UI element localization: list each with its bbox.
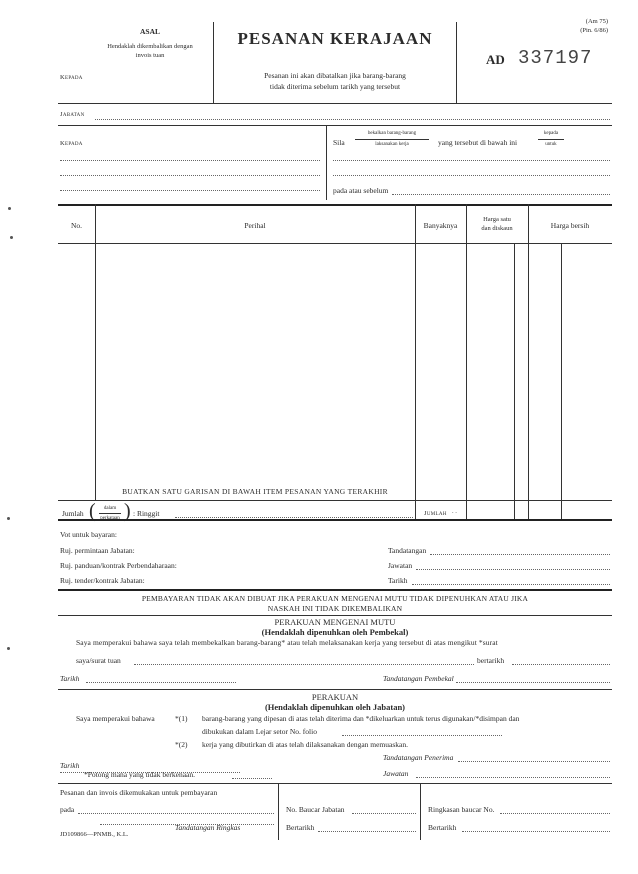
ref-edition: (Pin. 6/86): [580, 27, 608, 34]
punch-mark: [7, 517, 10, 520]
punch-mark: [10, 236, 13, 239]
perakuan-jawatan-field[interactable]: [416, 777, 610, 778]
invoice-note: Pesanan dan invois dikemukakan untuk pembayaran: [60, 788, 218, 797]
bertarikh-2-label: Bertarikh: [428, 823, 457, 832]
asal-label: ASAL: [139, 27, 160, 36]
mutu-tarikh-label: Tarikh: [60, 674, 80, 683]
ruj-permintaan: Ruj. permintaan Jabatan:: [60, 546, 135, 555]
return-note-line1: Hendaklah dikembalikan dengan: [107, 43, 193, 50]
mutu-top-rule: [58, 615, 612, 616]
sila-middle: yang tersebut di bawah ini: [438, 138, 518, 147]
jabatan-field[interactable]: [95, 119, 610, 120]
dalam-divider: [99, 513, 121, 514]
perakuan-subheading: (Hendaklah dipenuhkan oleh Jabatan): [264, 702, 406, 712]
bertarikh-1-label: Bertarikh: [286, 823, 315, 832]
jumlah-box-dots: . .: [452, 508, 457, 515]
ringkasan-label: Ringkasan baucar No.: [428, 805, 495, 814]
sila-option2-divider: [538, 139, 564, 140]
tarikh-label: Tarikh: [388, 576, 408, 585]
sila-field[interactable]: [333, 175, 610, 176]
payment-divider: [278, 783, 279, 840]
potong-note: *Potong mana yang tidak berkenaan.: [84, 770, 196, 779]
mutu-heading: PERAKUAN MENGENAI MUTU: [274, 617, 396, 627]
pada-field[interactable]: [78, 813, 274, 814]
perakuan-intro: Saya memperakui bahawa: [76, 714, 155, 723]
notice-top-rule: [58, 589, 612, 591]
bertarikh-label: bertarikh: [477, 656, 505, 665]
sila-label: Sila: [333, 138, 345, 147]
surat-field[interactable]: [134, 664, 474, 665]
serial-prefix: AD: [486, 52, 505, 67]
last-item-instruction: BUATKAN SATU GARISAN DI BAWAH ITEM PESANAN YANG TERAKHIR: [122, 487, 388, 496]
punch-mark: [8, 207, 11, 210]
saya-surat-label: saya/surat tuan: [76, 656, 121, 665]
ringkasan-field[interactable]: [500, 813, 610, 814]
kepada-label: Kepada: [60, 140, 83, 147]
subtitle-line1: Pesanan ini akan dibatalkan jika barang-barang: [264, 71, 406, 80]
serial-number: 337197: [518, 47, 593, 69]
col-header-perihal: Perihal: [244, 221, 266, 230]
notice-line1: PEMBAYARAN TIDAK AKAN DIBUAT JIKA PERAKUAN MENGENAI MUTU TIDAK DIPENUHKAN ATAU JIKA: [141, 594, 529, 603]
tandatangan-pembekal-label: Tandatangan Pembekal: [383, 674, 454, 683]
col-header-banyaknya: Banyaknya: [423, 221, 458, 230]
penerima-signature-field[interactable]: [458, 761, 610, 762]
jawatan-field[interactable]: [416, 569, 610, 570]
payment-top-rule: [58, 783, 612, 784]
bertarikh-1-field[interactable]: [318, 831, 416, 832]
perakuan-item1-line2: dibukukan dalam Lejar setor No. folio: [202, 727, 317, 736]
ruj-panduan: Ruj. panduan/kontrak Perbendaharaan:: [60, 561, 177, 570]
dalam-label: dalam: [103, 506, 117, 511]
perakuan-jawatan-label: Jawatan: [383, 769, 409, 778]
paren-open: (: [89, 500, 96, 522]
kepada-address-line[interactable]: [60, 175, 320, 176]
punch-mark: [7, 647, 10, 650]
tandatangan-penerima-label: Tandatangan Penerima: [383, 753, 454, 762]
tarikh-field[interactable]: [412, 584, 610, 585]
sila-option2-bottom: untuk: [545, 142, 557, 147]
ringgit-field[interactable]: [175, 517, 413, 518]
table-bottom-rule: [58, 519, 612, 521]
perakuan-top-rule: [58, 689, 612, 690]
bertarikh-2-field[interactable]: [462, 831, 610, 832]
sila-field[interactable]: [333, 160, 610, 161]
pembekal-signature-field[interactable]: [456, 682, 610, 683]
pada-label: pada: [60, 805, 75, 814]
col-divider: [415, 204, 416, 519]
bertarikh-field[interactable]: [512, 664, 610, 665]
jumlah-box-label: Jumlah: [424, 510, 447, 517]
ringgit-label: : Ringgit: [133, 509, 160, 518]
col-header-no: No.: [70, 221, 83, 230]
jumlah-label: Jumlah: [62, 509, 84, 518]
payment-divider: [420, 783, 421, 840]
col-divider: [561, 243, 562, 519]
jabatan-bottom-rule: [58, 125, 612, 126]
mutu-body: Saya memperakui bahawa saya telah membekalkan barang-barang* atau telah melaksanakan kerja yang tersebut di atas mengikut *surat: [76, 638, 498, 647]
perakuan-item2: kerja yang dibutirkan di atas telah dilaksanakan dengan memuaskan.: [202, 740, 408, 749]
form-title: PESANAN KERAJAAN: [237, 29, 433, 48]
perakuan-item1-line1: barang-barang yang dipesan di atas telah diterima dan *dikeluarkan untuk terus digunakan/*disimpan dan: [202, 714, 520, 723]
vot-label: Vot untuk bayaran:: [60, 530, 117, 539]
sila-option-top: bekalkan barang-barang: [367, 131, 417, 136]
col-header-harga-bersih: Harga bersih: [550, 221, 590, 230]
potong-line: [232, 778, 272, 779]
kepada-address-line[interactable]: [60, 190, 320, 191]
col-divider: [466, 204, 467, 519]
header-bottom-rule: [58, 103, 612, 104]
kepada-divider: [326, 125, 327, 200]
tandatangan-ringkas-label: Tandatangan Ringkas: [175, 823, 241, 832]
perkataan-label: perkataan: [100, 516, 120, 521]
col-divider: [514, 243, 515, 519]
table-body-bottom-rule: [58, 500, 612, 501]
printer-code: JD109866—PNMB., K.L.: [60, 831, 129, 838]
mutu-subheading: (Hendaklah dipenuhkan oleh Pembekal): [261, 627, 409, 637]
tandatangan-label: Tandatangan: [388, 546, 427, 555]
deadline-label: pada atau sebelum: [333, 186, 389, 195]
kepada-label-top: Kepada: [60, 74, 83, 81]
no-baucar-field[interactable]: [352, 813, 416, 814]
paren-close: ): [124, 500, 131, 522]
ref-code: (Am 75): [585, 18, 608, 25]
tandatangan-field[interactable]: [430, 554, 610, 555]
header-divider-right: [456, 22, 457, 104]
col-divider: [528, 204, 529, 519]
jabatan-label: Jabatan: [60, 111, 85, 118]
col-header-harga-satu-l2: dan diskaun: [481, 225, 513, 232]
sila-option2-top: kepada: [543, 131, 559, 136]
ruj-tender: Ruj. tender/kontrak Jabatan:: [60, 576, 145, 585]
return-note-line2: invois tuan: [135, 52, 165, 59]
col-divider: [95, 204, 96, 500]
no-baucar-label: No. Baucar Jabatan: [286, 805, 345, 814]
col-header-harga-satu-l1: Harga satu: [483, 216, 511, 223]
jawatan-label: Jawatan: [388, 561, 413, 570]
sila-option-bottom: laksanakan kerja: [375, 142, 409, 147]
header-divider-left: [213, 22, 214, 104]
perakuan-heading: PERAKUAN: [311, 692, 359, 702]
perakuan-tarikh-label: Tarikh: [60, 761, 80, 770]
perakuan-item1-num: *(1): [175, 714, 188, 723]
sila-option-divider: [355, 139, 429, 140]
subtitle-line2: tidak diterima sebelum tarikh yang tersebut: [269, 82, 401, 91]
mutu-tarikh-field[interactable]: [86, 682, 236, 683]
folio-field[interactable]: [342, 735, 502, 736]
notice-line2: NASKAH INI TIDAK DIKEMBALIKAN: [267, 604, 403, 613]
deadline-field[interactable]: [392, 194, 610, 195]
kepada-address-line[interactable]: [60, 160, 320, 161]
perakuan-item2-num: *(2): [175, 740, 188, 749]
